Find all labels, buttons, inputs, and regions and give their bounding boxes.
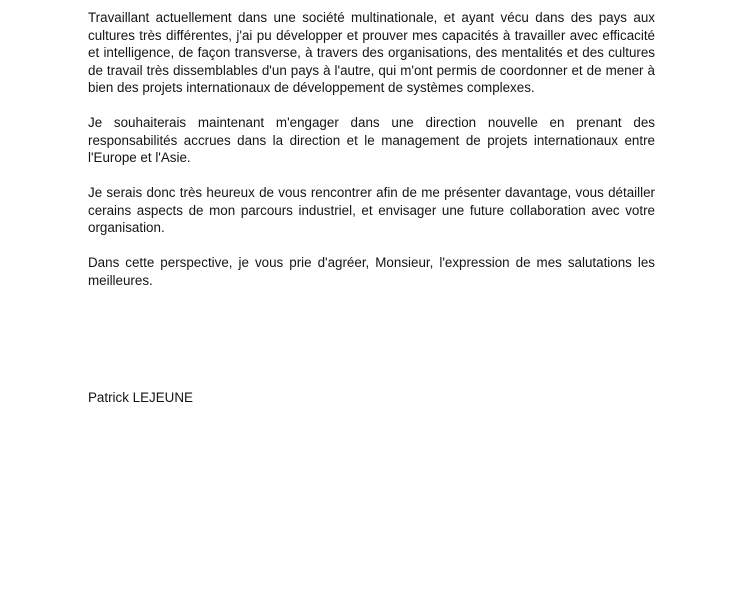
signature-name: Patrick LEJEUNE xyxy=(88,390,193,405)
paragraph-experience: Travaillant actuellement dans une société multinationale, et ayant vécu dans des pays aux cultures très différentes, j'ai pu développer et prouver mes capacités à travailler avec efficacité et intelligence, de façon transverse, à travers des organisations, des mentalités et des cultures de travail très dissemblables d'un pays à l'autre, qui m'ont permis de coordonner et de mener à bien des projets internationaux de développement de systèmes complexes. xyxy=(88,10,655,95)
paragraph-ambition: Je souhaiterais maintenant m'engager dans une direction nouvelle en prenant des responsabilités accrues dans la direction et le management de projets internationaux entre l'Europe et l'Asie. xyxy=(88,115,655,165)
paragraph-meeting-request: Je serais donc très heureux de vous rencontrer afin de me présenter davantage, vous détailler cerains aspects de mon parcours industriel, et envisager une future collaboration avec votre organisation. xyxy=(88,185,655,235)
letter-body xyxy=(88,9,655,307)
paragraph-closing-salutation: Dans cette perspective, je vous prie d'agréer, Monsieur, l'expression de mes salutations les meilleures. xyxy=(88,255,655,288)
